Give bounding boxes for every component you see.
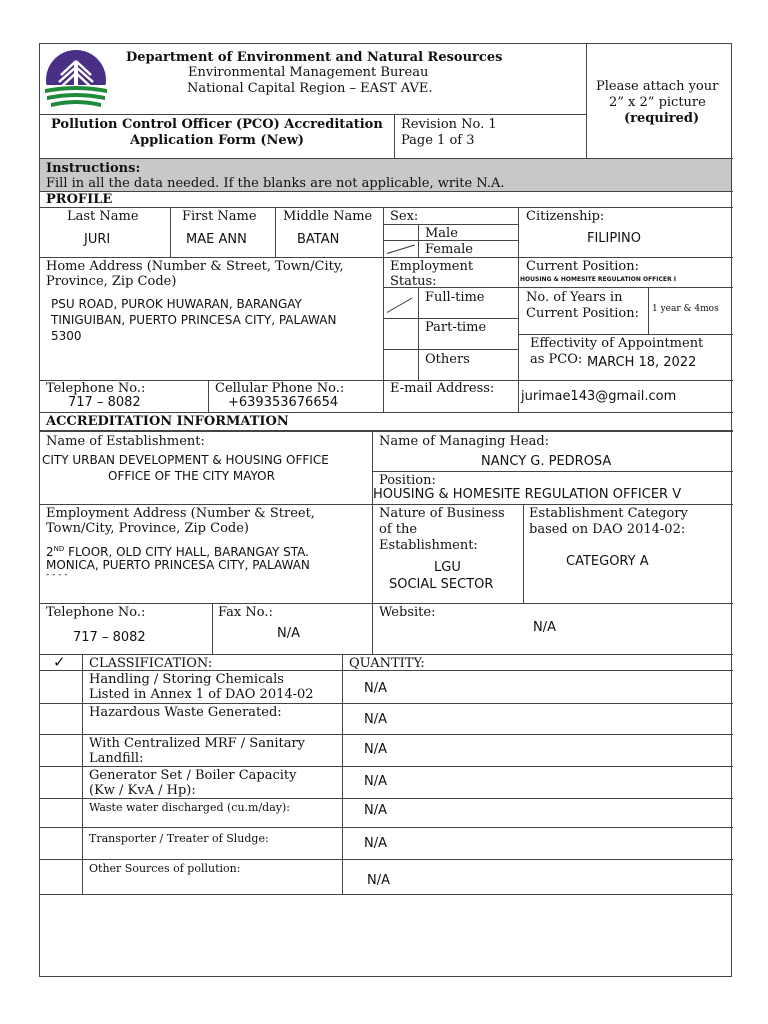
fax-label: Fax No.: <box>218 605 273 620</box>
profile-heading: PROFILE <box>46 192 113 207</box>
category-label-2: based on DAO 2014-02: <box>529 522 686 537</box>
others-checkbox[interactable] <box>384 350 417 380</box>
male-checkbox[interactable] <box>384 225 417 240</box>
fax-field[interactable]: N/A <box>277 626 300 641</box>
nature-label: Nature of Business <box>379 506 505 521</box>
classification-row-qty[interactable]: N/A <box>364 803 387 818</box>
employment-status-label-2: Status: <box>390 274 437 289</box>
female-label: Female <box>425 242 473 257</box>
photo-size: 2” x 2” picture <box>609 95 706 110</box>
classification-row-qty[interactable]: N/A <box>364 774 387 789</box>
bureau-name: Environmental Management Bureau <box>188 65 429 80</box>
nature-label-3: Establishment: <box>379 538 478 553</box>
photo-required: (required) <box>624 111 700 126</box>
years-label-2: Current Position: <box>526 306 640 321</box>
classification-row-qty[interactable]: N/A <box>367 873 390 888</box>
instructions-heading: Instructions: <box>46 161 141 176</box>
position-label: Position: <box>379 473 436 488</box>
effectivity-field[interactable]: MARCH 18, 2022 <box>587 355 697 370</box>
nature-field[interactable]: LGU <box>434 560 461 575</box>
telephone-field[interactable]: 717 – 8082 <box>68 395 141 410</box>
classification-row-label: Other Sources of pollution: <box>89 862 241 875</box>
current-position-field[interactable]: HOUSING & HOMESITE REGULATION OFFICER I <box>520 276 676 283</box>
middle-name-field[interactable]: BATAN <box>297 232 340 247</box>
classification-row-label-2: Listed in Annex 1 of DAO 2014-02 <box>89 687 314 702</box>
cellular-label: Cellular Phone No.: <box>215 381 345 396</box>
effectivity-label-2: as PCO: <box>530 352 583 367</box>
classification-row-label-2: (Kw / KvA / Hp): <box>89 783 196 798</box>
managing-head-field[interactable]: NANCY G. PEDROSA <box>481 454 612 469</box>
fulltime-label: Full-time <box>425 290 485 305</box>
denr-logo-icon <box>43 49 109 111</box>
citizenship-field[interactable]: FILIPINO <box>587 231 642 246</box>
home-address-line-3[interactable]: 5300 <box>51 329 82 343</box>
nature-field-2[interactable]: SOCIAL SECTOR <box>389 577 494 592</box>
classification-row-label: Handling / Storing Chemicals <box>89 672 284 687</box>
employment-address-line-3[interactable]: - - - - <box>46 570 68 580</box>
cellular-field[interactable]: +639353676654 <box>228 395 339 410</box>
check-icon: ✓ <box>53 653 66 671</box>
middle-name-label: Middle Name <box>283 209 373 224</box>
form-title: Pollution Control Officer (PCO) Accreditation <box>51 117 383 132</box>
home-address-label-2: Province, Zip Code) <box>46 274 177 289</box>
revision-number: Revision No. 1 <box>401 117 497 132</box>
establishment-field[interactable]: CITY URBAN DEVELOPMENT & HOUSING OFFICE <box>42 453 329 467</box>
classification-row-label-2: Landfill: <box>89 751 144 766</box>
current-position-label: Current Position: <box>526 259 640 274</box>
website-label: Website: <box>379 605 436 620</box>
first-name-field[interactable]: MAE ANN <box>186 232 247 247</box>
last-name-field[interactable]: JURI <box>84 232 111 247</box>
instructions-text: Fill in all the data needed. If the blanks are not applicable, write N.A. <box>46 176 505 191</box>
acc-telephone-label: Telephone No.: <box>46 605 146 620</box>
floor-number: 2 <box>46 545 54 559</box>
nature-label-2: of the <box>379 522 418 537</box>
establishment-field-2[interactable]: OFFICE OF THE CITY MAYOR <box>108 469 275 483</box>
employment-address-line-2[interactable]: MONICA, PUERTO PRINCESA CITY, PALAWAN <box>46 558 310 572</box>
home-address-line-1[interactable]: PSU ROAD, PUROK HUWARAN, BARANGAY <box>51 297 302 311</box>
photo-instruction: Please attach your <box>596 79 719 94</box>
form-subtitle: Application Form (New) <box>130 133 305 148</box>
classification-row-label: Generator Set / Boiler Capacity <box>89 768 297 783</box>
parttime-label: Part-time <box>425 320 487 335</box>
classification-row-qty[interactable]: N/A <box>364 712 387 727</box>
classification-row-label: Waste water discharged (cu.m/day): <box>89 801 290 814</box>
fulltime-checkbox[interactable] <box>384 288 417 317</box>
address-rest: FLOOR, OLD CITY HALL, BARANGAY STA. <box>64 545 309 559</box>
others-label: Others <box>425 352 470 367</box>
email-label: E-mail Address: <box>390 381 495 396</box>
floor-suffix: ND <box>53 545 65 553</box>
parttime-checkbox[interactable] <box>384 319 417 349</box>
telephone-label: Telephone No.: <box>46 381 146 396</box>
region-name: National Capital Region – EAST AVE. <box>187 81 433 96</box>
years-field[interactable]: 1 year & 4mos <box>652 304 719 314</box>
acc-telephone-field[interactable]: 717 – 8082 <box>73 630 146 645</box>
denr-logo <box>43 49 109 111</box>
classification-row-label: With Centralized MRF / Sanitary <box>89 736 306 751</box>
classification-row-qty[interactable]: N/A <box>364 836 387 851</box>
first-name-label: First Name <box>182 209 257 224</box>
citizenship-label: Citizenship: <box>526 209 605 224</box>
last-name-label: Last Name <box>67 209 139 224</box>
accreditation-heading: ACCREDITATION INFORMATION <box>46 414 289 429</box>
sex-label: Sex: <box>390 209 419 224</box>
female-checkbox[interactable] <box>384 241 417 256</box>
quantity-label: QUANTITY: <box>349 656 425 671</box>
dept-name: Department of Environment and Natural Resources <box>126 50 503 65</box>
position-field[interactable]: HOUSING & HOMESITE REGULATION OFFICER V <box>373 487 682 502</box>
employment-address-label-2: Town/City, Province, Zip Code) <box>46 521 249 536</box>
classification-row-label: Transporter / Treater of Sludge: <box>89 832 269 845</box>
classification-row-qty[interactable]: N/A <box>364 681 387 696</box>
classification-label: CLASSIFICATION: <box>89 656 213 671</box>
years-label: No. of Years in <box>526 290 623 305</box>
form-page <box>39 43 732 977</box>
page-number: Page 1 of 3 <box>401 133 475 148</box>
employment-address-label: Employment Address (Number & Street, <box>46 506 315 521</box>
classification-row-label: Hazardous Waste Generated: <box>89 705 282 720</box>
employment-status-label: Employment <box>390 259 474 274</box>
managing-head-label: Name of Managing Head: <box>379 434 550 449</box>
classification-row-qty[interactable]: N/A <box>364 742 387 757</box>
male-label: Male <box>425 226 458 241</box>
home-address-line-2[interactable]: TINIGUIBAN, PUERTO PRINCESA CITY, PALAWAN <box>51 313 337 327</box>
website-field[interactable]: N/A <box>533 620 556 635</box>
effectivity-label: Effectivity of Appointment <box>530 336 704 351</box>
establishment-label: Name of Establishment: <box>46 434 205 449</box>
category-label: Establishment Category <box>529 506 688 521</box>
home-address-label: Home Address (Number & Street, Town/City, <box>46 259 344 274</box>
email-field[interactable]: jurimae143@gmail.com <box>521 389 677 404</box>
category-field[interactable]: CATEGORY A <box>566 554 649 569</box>
